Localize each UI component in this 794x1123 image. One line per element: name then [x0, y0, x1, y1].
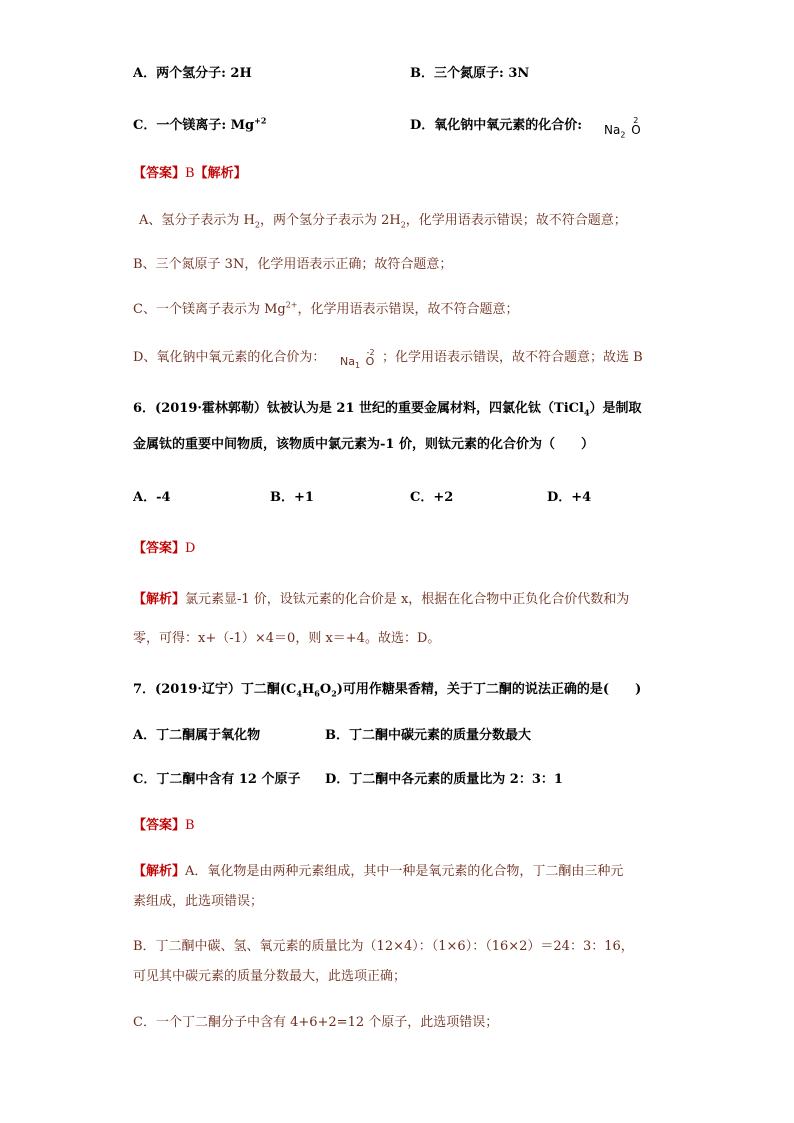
q7-options-row-1	[0, 724, 794, 748]
q7-analysis-a-line2-text: 素组成，此选项错误；	[133, 894, 264, 909]
analysis-label: 【解析】	[133, 592, 186, 607]
q7-analysis-b-line2-text: 可见其中碳元素的质量分数最大，此选项正确；	[133, 969, 407, 984]
text: 6．(2019·霍林郭勒）钛被认为是 21 世纪的重要金属材料，四氯化钛（TiCl	[133, 401, 584, 416]
q6-analysis-line1-text	[133, 588, 629, 612]
q5-analysis-a-text	[139, 209, 627, 233]
q5-analysis-a	[0, 209, 794, 233]
q6-analysis-line1	[0, 588, 794, 612]
q5-option-a: A．两个氢分子: 2H	[133, 66, 252, 81]
formula-valence: 2	[633, 116, 639, 125]
q5-answer-row	[0, 162, 794, 186]
answer-letter: B	[185, 818, 195, 833]
answer-letter: D	[185, 541, 196, 556]
sup: 2+	[285, 300, 298, 310]
q6-answer-row	[0, 537, 794, 561]
formula-o: O	[631, 123, 641, 137]
text: A、氢分子表示为 H	[139, 213, 255, 228]
text: )可用作糖果香精，关于丁二酮的说法正确的是( )	[336, 682, 642, 697]
text: ，两个氢分子表示为 2H	[259, 213, 401, 228]
q5-option-c	[133, 114, 266, 138]
q6-analysis-line2	[0, 627, 794, 651]
q6-option-a: A．-4	[133, 490, 171, 505]
q7-analysis-c-text: C．一个丁二酮分子中含有 4+6+2=12 个原子，此选项错误；	[133, 1015, 499, 1030]
q6-options	[0, 486, 794, 510]
q5-analysis-d-formula	[340, 350, 374, 374]
q6-option-c: C．+2	[410, 490, 454, 505]
q7-analysis-b-line1	[0, 935, 794, 959]
formula-sub: 1	[354, 361, 361, 371]
text: 氯元素显-1 价，设钛元素的化合价是 x，根据在化合物中正负化合价代数和为	[185, 592, 630, 607]
sub: 6	[314, 688, 320, 699]
formula-na: Na	[604, 123, 621, 137]
q7-analysis-a-line2	[0, 890, 794, 914]
q5-analysis-d-text2: ；化学用语表示错误，故不符合题意；故选 B	[382, 350, 643, 365]
text: O	[319, 682, 332, 697]
q5-analysis-b	[0, 253, 794, 277]
q5-option-d: D．氧化钠中氧元素的化合价:	[410, 118, 583, 133]
q6-option-d: D．+4	[547, 490, 592, 505]
text: ，化学用语表示错误，故不符合题意；	[297, 302, 519, 317]
text: H	[301, 682, 315, 697]
q7-option-d: D．丁二酮中各元素的质量比为 2：3：1	[325, 772, 563, 787]
q5-analysis-c-text	[133, 298, 519, 322]
q6-option-b: B．+1	[270, 490, 314, 505]
q6-analysis-line2-text: 零，可得：x+（-1）×4＝0，则 x＝+4。故选：D。	[133, 631, 441, 646]
sub: 2	[254, 220, 260, 230]
answer-letter: B	[185, 166, 195, 181]
sub: 4	[296, 688, 302, 699]
q5-option-c-text: C．一个镁离子: Mg	[133, 118, 255, 133]
sub: 4	[583, 407, 590, 418]
analysis-label: 【解析】	[133, 864, 186, 879]
text: C、一个镁离子表示为 Mg	[133, 302, 286, 317]
q6-stem-line2-text: 金属钛的重要中间物质，该物质中氯元素为-1 价，则钛元素的化合价为（ ）	[133, 437, 594, 452]
q5-analysis-b-text: B、三个氮原子 3N，化学用语表示正确；故符合题意；	[133, 257, 453, 272]
q7-options-row-2	[0, 768, 794, 792]
q6-answer	[133, 537, 195, 561]
q7-analysis-a-line1-text	[133, 860, 623, 884]
q7-answer	[133, 814, 195, 838]
formula-o-with-valence	[366, 350, 375, 374]
formula-o: O	[365, 355, 375, 368]
q7-analysis-b-line2	[0, 965, 794, 989]
q5-option-d-formula	[604, 118, 641, 142]
q5-options-row-1	[0, 62, 794, 86]
q7-answer-row	[0, 814, 794, 838]
q7-option-b: B．丁二酮中碳元素的质量分数最大	[325, 728, 531, 743]
q5-option-c-charge: +2	[254, 115, 267, 126]
text: 7．(2019·辽宁）丁二酮(C	[133, 682, 297, 697]
sub: 2	[331, 688, 337, 699]
q7-option-c: C．丁二酮中含有 12 个原子	[133, 772, 301, 787]
text: A．氧化物是由两种元素组成，其中一种是氧元素的化合物，丁二酮由三种元	[185, 864, 624, 879]
formula-o-with-valence	[631, 118, 640, 142]
formula-sub: 2	[620, 130, 626, 140]
q7-analysis-a-line1	[0, 860, 794, 884]
sub: 2	[400, 220, 406, 230]
q5-analysis-d	[0, 346, 794, 370]
q5-option-b: B．三个氮原子: 3N	[410, 66, 530, 81]
q6-stem-line1-text	[133, 397, 642, 421]
q5-options-row-2	[0, 114, 794, 138]
q6-stem-line1	[0, 397, 794, 421]
analysis-label: 【解析】	[194, 166, 247, 181]
q7-analysis-b-line1-text: B．丁二酮中碳、氢、氧元素的质量比为（12×4）：（1×6）：（16×2）＝24：3：16，	[133, 939, 634, 954]
q7-stem	[0, 678, 794, 702]
answer-label: 【答案】	[133, 541, 186, 556]
text: ）是制取	[589, 401, 642, 416]
q7-analysis-c	[0, 1011, 794, 1035]
answer-label: 【答案】	[133, 166, 186, 181]
formula-na: Na	[340, 355, 355, 368]
q7-stem-text	[133, 678, 641, 702]
q7-option-a: A．丁二酮属于氧化物	[133, 728, 261, 743]
answer-label: 【答案】	[133, 818, 186, 833]
q5-analysis-d-text: D、氧化钠中氧元素的化合价为：	[133, 350, 326, 365]
q5-answer	[133, 162, 247, 186]
text: ，化学用语表示错误；故不符合题意；	[405, 213, 627, 228]
formula-valence: -2	[366, 348, 375, 357]
q6-stem-line2	[0, 433, 794, 457]
q5-analysis-c	[0, 298, 794, 322]
